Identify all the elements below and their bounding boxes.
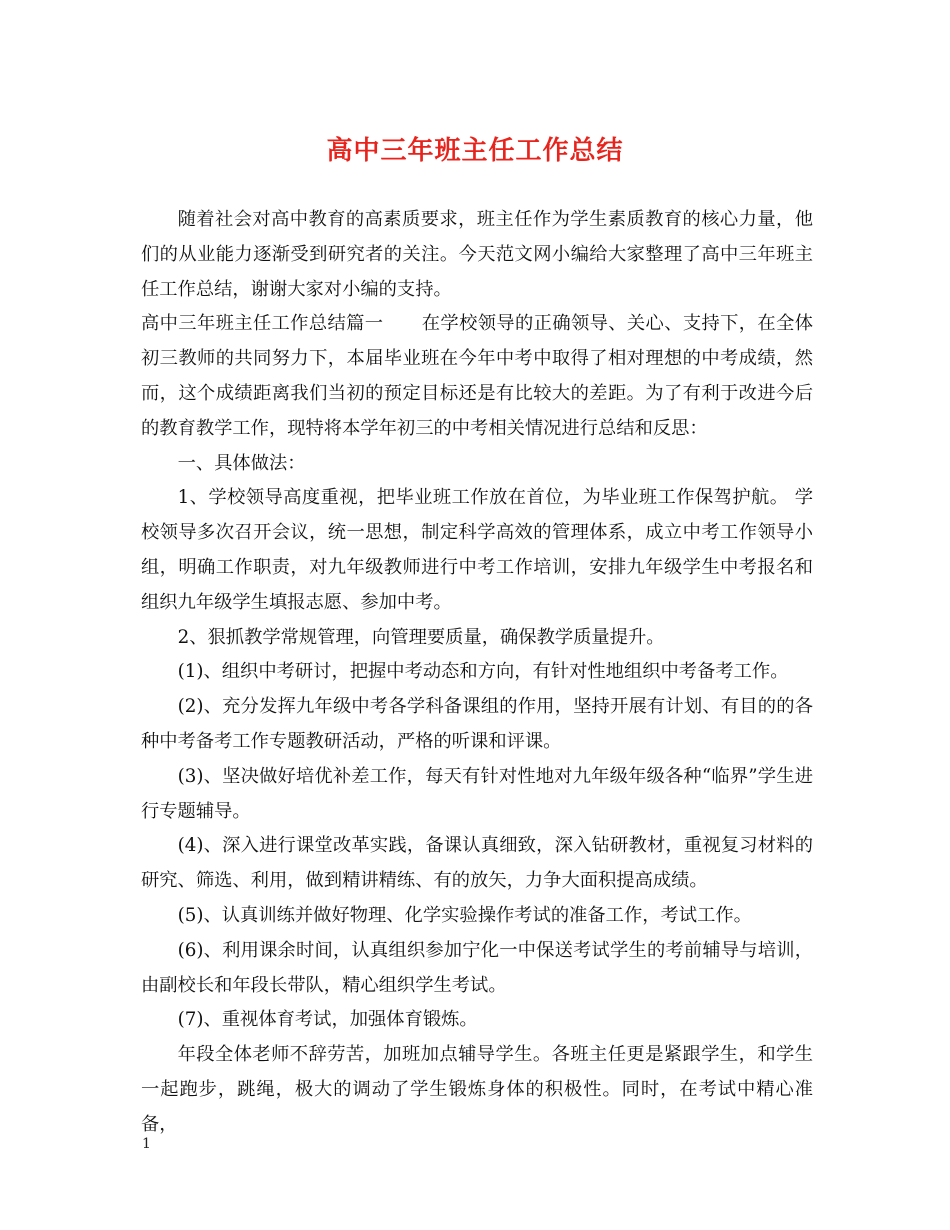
paragraph-subitem-5: (5)、认真训练并做好物理、化学实验操作考试的准备工作，考试工作。	[177, 904, 752, 926]
document-body	[141, 203, 813, 1143]
paragraph-subitem-1: (1)、组织中考研讨，把握中考动态和方向，有针对性地组织中考备考工作。	[177, 661, 789, 683]
document-title: 高中三年班主任工作总结	[326, 136, 624, 166]
paragraph-heading-1: 一、具体做法：	[177, 452, 306, 474]
paragraph-subitem-4: (4)、深入进行课堂改革实践，备课认真细致，深入钻研教材，重视复习材料的研究、筛选、利用，做到精讲精练、有的放矢，力争大面积提高成绩。	[141, 835, 813, 892]
paragraph-subitem-3: (3)、坚决做好培优补差工作，每天有针对性地对九年级年级各种“临界”学生进行专题辅导。	[141, 765, 813, 822]
section-title: 高中三年班主任工作总结篇一	[141, 313, 384, 335]
paragraph-item-1: 1、学校领导高度重视，把毕业班工作放在首位，为毕业班工作保驾护航。 学校领导多次召开会议，统一思想，制定科学高效的管理体系，成立中考工作领导小组，明确工作职责，对九年级教师进行中考工作培训，安排九年级学生中考报名和组织九年级学生填报志愿、参加中考。	[141, 487, 813, 613]
page-number: 1	[142, 1136, 151, 1152]
paragraph-closing: 年段全体老师不辞劳苦，加班加点辅导学生。各班主任更是紧跟学生，和学生一起跑步，跳绳，极大的调动了学生锻炼身体的积极性。同时，在考试中精心准备，	[141, 1044, 813, 1135]
paragraph-subitem-2: (2)、充分发挥九年级中考各学科备课组的作用，坚持开展有计划、有目的的各种中考备考工作专题教研活动，严格的听课和评课。	[141, 696, 813, 752]
paragraph-subitem-7: (7)、重视体育考试，加强体育锻炼。	[177, 1009, 478, 1031]
paragraph-item-2: 2、狠抓教学常规管理，向管理要质量，确保教学质量提升。	[177, 626, 665, 648]
intro-paragraph: 随着社会对高中教育的高素质要求，班主任作为学生素质教育的核心力量，他们的从业能力逐渐受到研究者的关注。今天范文网小编给大家整理了高中三年班主任工作总结，谢谢大家对小编的支持。	[141, 209, 813, 300]
section-paragraph	[141, 307, 813, 446]
paragraph-subitem-6: (6)、利用课余时间，认真组织参加宁化一中保送考试学生的考前辅导与培训，由副校长和年段长带队，精心组织学生考试。	[141, 939, 813, 996]
section-text: 在学校领导的正确领导、关心、支持下，在全体初三教师的共同努力下，本届毕业班在今年中考中取得了相对理想的中考成绩，然而，这个成绩距离我们当初的预定目标还是有比较大的差距。为了有利于改进今后的教育教学工作，现特将本学年初三的中考相关情况进行总结和反思：	[141, 313, 814, 439]
